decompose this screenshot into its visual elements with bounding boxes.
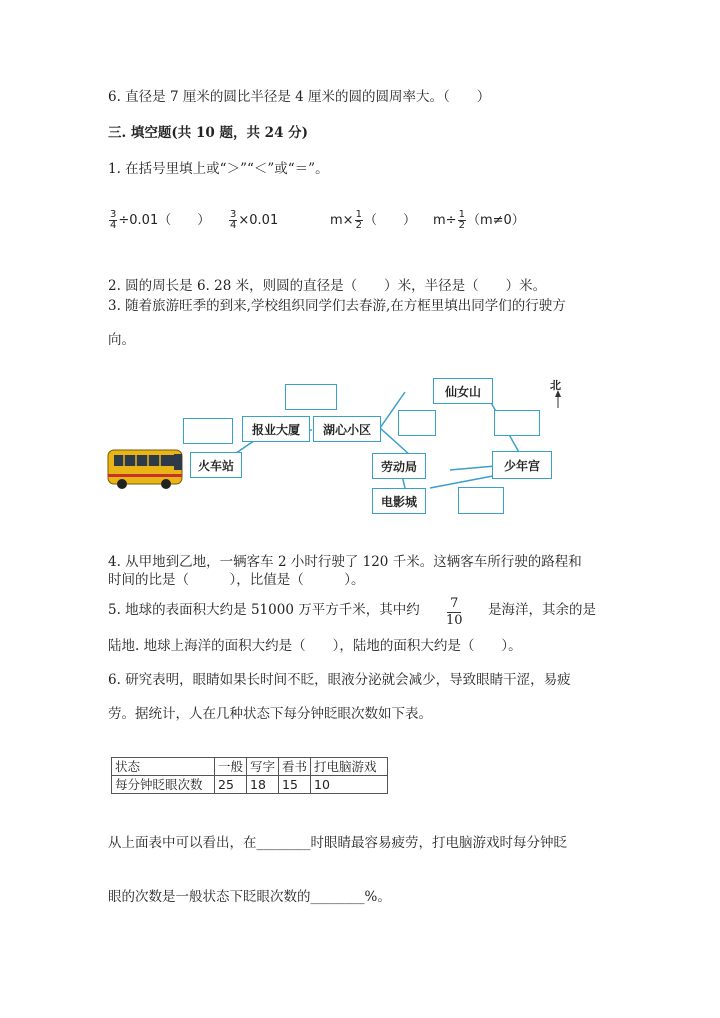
box-dianying-cheng: 电影城 [372, 488, 426, 514]
route-line [450, 466, 495, 470]
fraction: $\frac{3}{4}$ [110, 209, 117, 231]
route-diagram [100, 370, 580, 520]
table-cell: 10 [311, 776, 388, 794]
q2-text: 2. 圆的周长是 6. 28 米，则圆的直径是（ ）米，半径是（ ）米。 [108, 278, 547, 294]
box-shaonian-gong: 少年宫 [492, 451, 552, 479]
box-xiannv-shan: 仙女山 [433, 378, 493, 404]
table-cell: 18 [247, 776, 279, 794]
section-title: 三. 填空题(共 10 题，共 24 分) [108, 125, 309, 141]
q6-tf-text: 6. 直径是 7 厘米的圆比半径是 4 厘米的圆的圆周率大。（ ） [108, 89, 491, 105]
q4-line2: 时间的比是（ ），比值是（ ）。 [108, 572, 365, 588]
answer-box[interactable] [458, 487, 504, 514]
table-cell: 状态 [112, 758, 215, 776]
q5-line1-post: 是海洋，其余的是 [488, 602, 596, 618]
q6-after2: 眼的次数是一般状态下眨眼次数的________%。 [108, 889, 391, 905]
q6-after1: 从上面表中可以看出，在________时眼睛最容易疲劳，打电脑游戏时每分钟眨 [108, 835, 567, 851]
q1-expr-2: $\frac{3}{4}$ ×0.01 [230, 209, 279, 231]
table-cell: 写字 [247, 758, 279, 776]
q3-line2: 向。 [108, 332, 135, 348]
table-cell: 15 [279, 776, 311, 794]
box-baoye-dasha: 报业大厦 [242, 416, 310, 442]
table-row [112, 758, 388, 776]
answer-box[interactable] [183, 418, 233, 444]
q1-text: 1. 在括号里填上或“＞”“＜”或“＝”。 [108, 161, 329, 177]
box-laodong-ju: 劳动局 [372, 453, 426, 479]
q5-fraction: 7 10 [446, 596, 463, 628]
fraction: $\frac{1}{2}$ [355, 209, 362, 231]
q5-line1-pre: 5. 地球的表面积大约是 51000 万平方千米，其中约 [108, 602, 420, 618]
q5-line2: 陆地. 地球上海洋的面积大约是（ ），陆地的面积大约是（ ）。 [108, 638, 522, 654]
q6-line2: 劳。据统计，人在几种状态下每分钟眨眼次数如下表。 [108, 706, 432, 722]
box-huoche-zhan: 火车站 [190, 452, 242, 478]
answer-box[interactable] [285, 384, 337, 410]
q1-expr-1: $\frac{3}{4}$ ÷0.01（ ） [110, 209, 211, 231]
q1-expr-3: m× $\frac{1}{2}$ （ ） [330, 209, 416, 231]
table-row [112, 776, 388, 794]
bus-icon [108, 450, 182, 489]
table-cell: 一般 [215, 758, 247, 776]
q1-expr-4: m÷ $\frac{1}{2}$ （m≠0） [433, 209, 525, 231]
fraction: $\frac{1}{2}$ [458, 209, 465, 231]
answer-box[interactable] [398, 410, 436, 436]
q4-line1: 4. 从甲地到乙地，一辆客车 2 小时行驶了 120 千米。这辆客车所行驶的路程和 [108, 554, 582, 570]
blink-table [111, 757, 388, 794]
table-cell: 每分钟眨眼次数 [112, 776, 215, 794]
table-cell: 打电脑游戏 [311, 758, 388, 776]
fraction: $\frac{3}{4}$ [230, 209, 237, 231]
q3-line1: 3. 随着旅游旺季的到来,学校组织同学们去春游,在方框里填出同学们的行驶方 [108, 298, 566, 314]
box-huxin-xiaoqu: 湖心小区 [313, 416, 381, 442]
table-cell: 25 [215, 776, 247, 794]
north-label: 北 [550, 379, 561, 392]
q6-line1: 6. 研究表明，眼睛如果长时间不眨，眼液分泌就会减少，导致眼睛干涩，易疲 [108, 672, 571, 688]
answer-box[interactable] [494, 410, 540, 436]
table-cell: 看书 [279, 758, 311, 776]
